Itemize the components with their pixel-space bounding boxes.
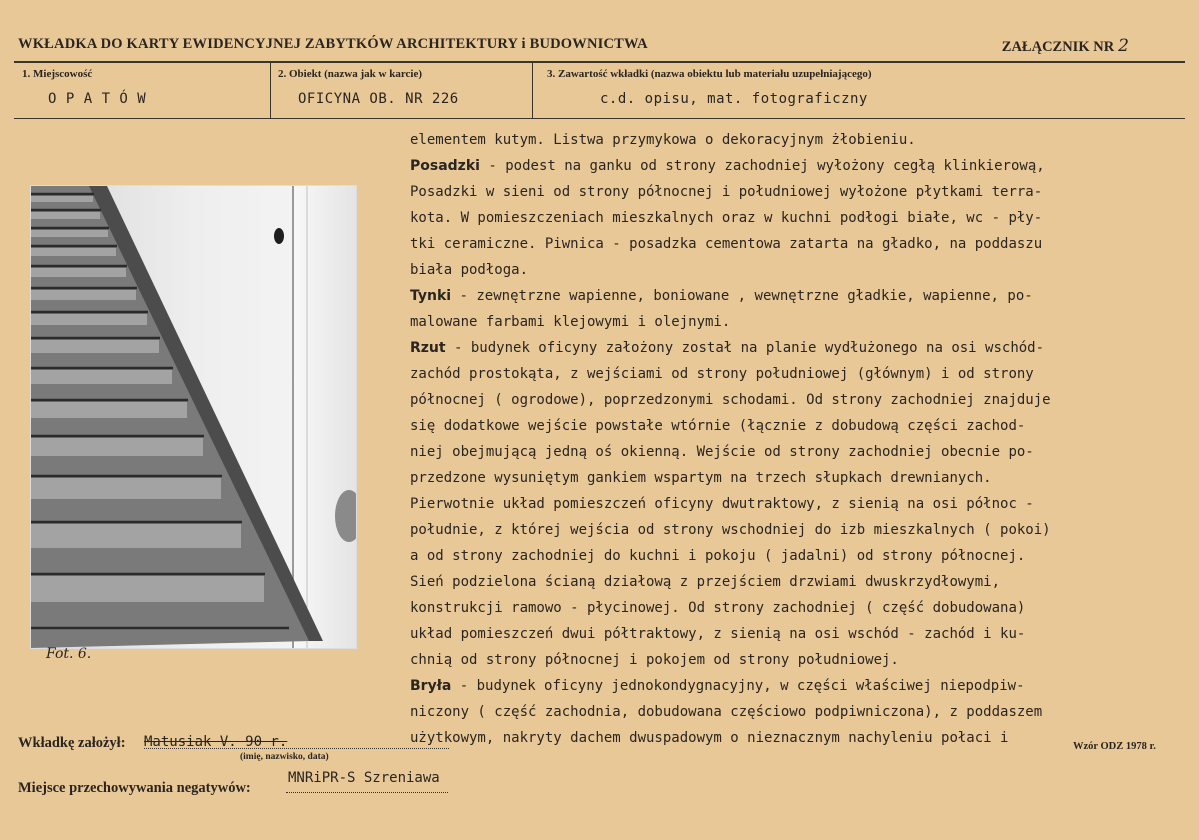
field-divider-2: [532, 62, 533, 118]
field-object-label: 2. Obiekt (nazwa jak w karcie): [278, 68, 423, 80]
description-line: [410, 673, 1180, 699]
description-line: [410, 205, 1180, 231]
annex-number: 2: [1118, 36, 1129, 56]
description-line: [410, 517, 1180, 543]
description-line: [410, 283, 1180, 309]
description-line-text: elementem kutym. Listwa przymykowa o dekoracyjnym żłobieniu.: [410, 132, 916, 148]
description-line-text: malowane farbami klejowymi i olejnymi.: [410, 314, 731, 330]
storage-label: Miejsce przechowywania negatywów:: [18, 780, 251, 796]
description-line: [410, 127, 1180, 153]
field-content-value: c.d. opisu, mat. fotograficzny: [600, 91, 868, 107]
description-line: [410, 439, 1180, 465]
author-label: Wkładkę założył:: [18, 735, 126, 751]
photo-caption: Fot. 6.: [46, 646, 92, 662]
description-line-text: kota. W pomieszczeniach mieszkalnych oraz w kuchni podłogi białe, wc - pły-: [410, 210, 1043, 226]
storage-value: MNRiPR-S Szreniawa: [288, 770, 440, 786]
description-line-text: tki ceramiczne. Piwnica - posadzka cementowa zatarta na gładko, na poddaszu: [410, 236, 1043, 252]
description-line-text: Posadzki w sieni od strony północnej i południowej wyłożone płytkami terra-: [410, 184, 1043, 200]
section-heading: Posadzki: [410, 158, 480, 174]
staircase-photo: [30, 185, 357, 649]
description-line: [410, 725, 1180, 751]
description-text: [410, 127, 1180, 751]
description-line-text: konstrukcji ramowo - płycinowej. Od strony zachodniej ( część dobudowana): [410, 600, 1026, 616]
description-line: [410, 153, 1180, 179]
description-line-text: - budynek oficyny jednokondygnacyjny, w części właściwej niepodpiw-: [451, 678, 1025, 694]
field-content-label: 3. Zawartość wkładki (nazwa obiektu lub materiału uzupełniającego): [547, 68, 872, 80]
description-line: [410, 543, 1180, 569]
form-reference: Wzór ODZ 1978 r.: [1073, 741, 1156, 752]
field-divider-1: [270, 62, 271, 118]
description-line-text: zachód prostokąta, z wejściami od strony południowej (głównym) i od strony: [410, 366, 1034, 382]
description-line: [410, 621, 1180, 647]
section-heading: Bryła: [410, 678, 452, 694]
description-line-text: niczony ( część zachodnia, dobudowana częściowo podpiwniczona), z poddaszem: [410, 704, 1043, 720]
description-line: [410, 335, 1180, 361]
description-line: [410, 309, 1180, 335]
description-line: [410, 179, 1180, 205]
storage-underline: [286, 792, 448, 793]
description-line-text: niej obejmującą jedną oś okienną. Wejście od strony zachodniej obecnie po-: [410, 444, 1034, 460]
description-line-text: układ pomieszczeń dwui półtraktowy, z sienią na osi wschód - zachód i ku-: [410, 626, 1026, 642]
description-line: [410, 465, 1180, 491]
description-line-text: przedzone wysuniętym gankiem wspartym na trzech słupkach drewnianych.: [410, 470, 992, 486]
section-heading: Rzut: [410, 340, 446, 356]
field-locality-value: O P A T Ó W: [48, 91, 147, 107]
description-line: [410, 699, 1180, 725]
description-line-text: Sień podzielona ścianą działową z przejściem drzwiami dwuskrzydłowymi,: [410, 574, 1001, 590]
description-line: [410, 569, 1180, 595]
author-sub-label: (imię, nazwisko, data): [240, 752, 329, 762]
description-line: [410, 361, 1180, 387]
annex-label: [1002, 36, 1129, 56]
description-line: [410, 387, 1180, 413]
description-line-text: - zewnętrzne wapienne, boniowane , wewnętrzne gładkie, wapienne, po-: [451, 288, 1033, 304]
section-heading: Tynki: [410, 288, 452, 304]
author-underline: [144, 748, 449, 749]
description-line-text: chnią od strony północnej i pokojem od strony południowej.: [410, 652, 899, 668]
staircase-image: [31, 186, 356, 648]
annex-label-text: ZAŁĄCZNIK NR: [1001, 39, 1115, 55]
description-line-text: Pierwotnie układ pomieszczeń oficyny dwutraktowy, z sienią na osi północ -: [410, 496, 1034, 512]
description-line-text: południe, z której wejścia od strony wschodniej do izb mieszkalnych ( pokoi): [410, 522, 1051, 538]
description-line: [410, 491, 1180, 517]
description-line: [410, 595, 1180, 621]
description-line-text: się dodatkowe wejście powstałe wtórnie (łącznie z dobudową części zachod-: [410, 418, 1026, 434]
header-rule-top: [14, 61, 1185, 63]
field-locality-label: 1. Miejscowość: [22, 68, 93, 80]
description-line: [410, 231, 1180, 257]
description-line-text: a od strony zachodniej do kuchni i pokoju ( jadalni) od strony północnej.: [410, 548, 1026, 564]
description-line: [410, 647, 1180, 673]
field-object-value: OFICYNA OB. NR 226: [298, 91, 459, 107]
author-value: Matusiak V. 90 r.: [144, 734, 288, 750]
description-line-text: - budynek oficyny założony został na planie wydłużonego na osi wschód-: [445, 340, 1045, 356]
description-line: [410, 413, 1180, 439]
description-line: [410, 257, 1180, 283]
header-rule-bottom: [14, 118, 1185, 119]
description-line-text: biała podłoga.: [410, 262, 529, 278]
card-title: WKŁADKA DO KARTY EWIDENCYJNEJ ZABYTKÓW ARCHITEKTURY i BUDOWNICTWA: [18, 36, 648, 52]
description-line-text: północnej ( ogrodowe), poprzedzonymi schodami. Od strony zachodniej znajduje: [410, 392, 1051, 408]
description-line-text: użytkowym, nakryty dachem dwuspadowym o nieznacznym nachyleniu połaci i: [410, 730, 1009, 746]
description-line-text: - podest na ganku od strony zachodniej wyłożony cegłą klinkierową,: [479, 158, 1045, 174]
